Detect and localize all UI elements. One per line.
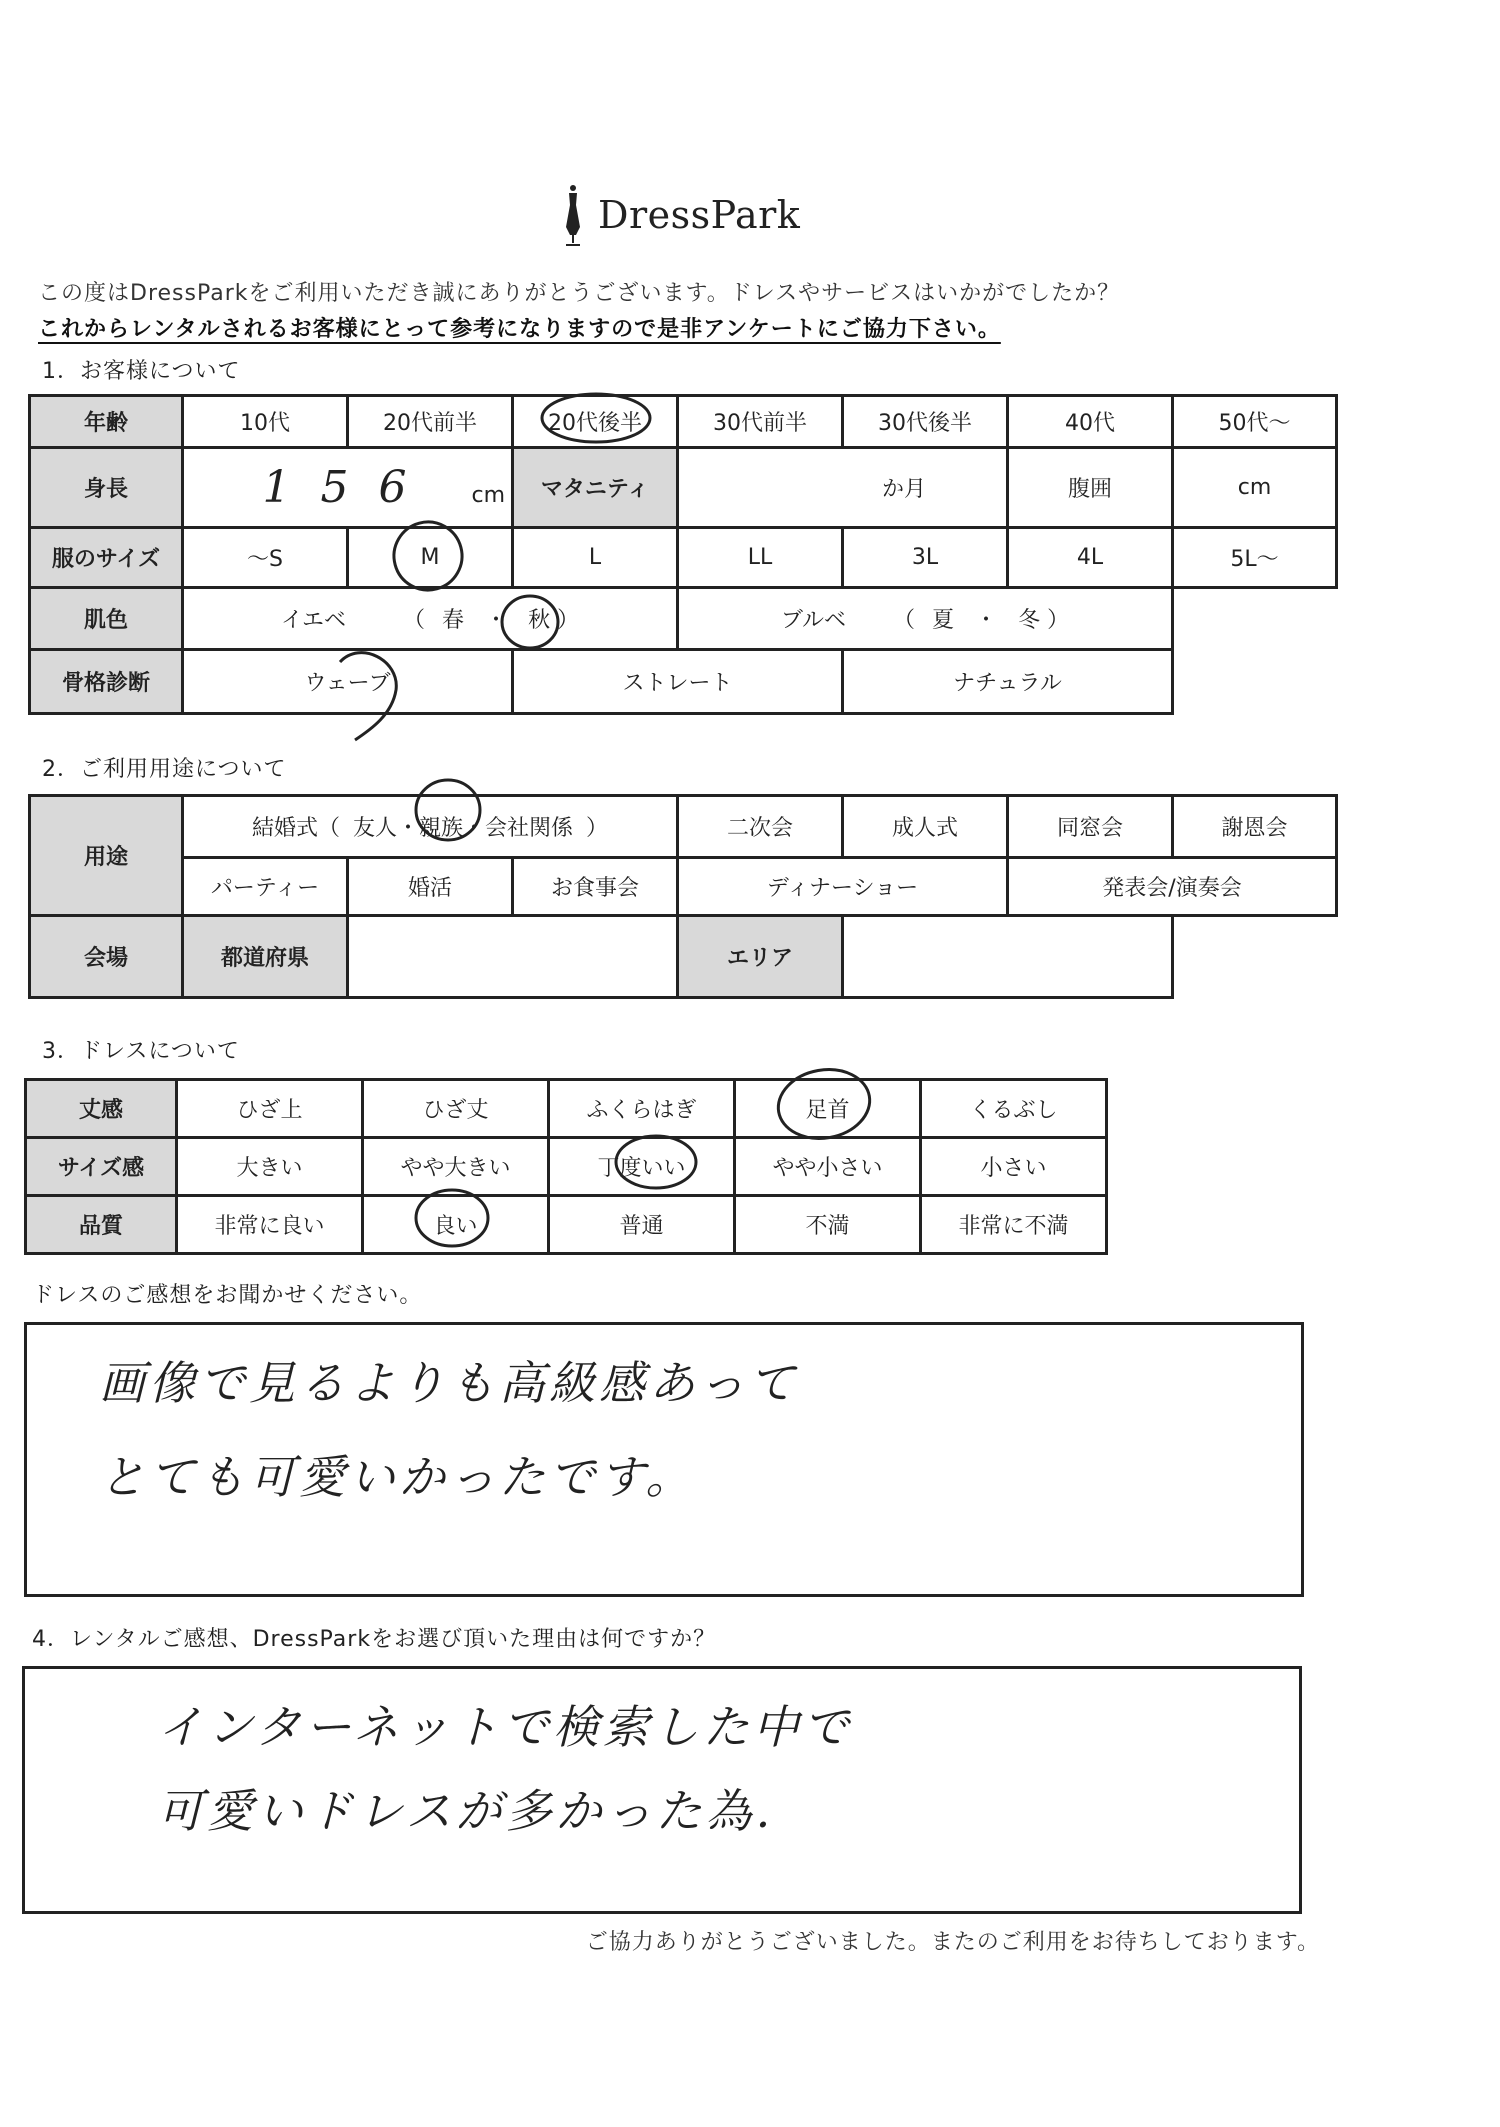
purpose-row-1 [30,796,1337,858]
length-option[interactable]: 足首 [735,1080,921,1138]
area-label: エリア [678,916,843,998]
footer-thanks: ご協力ありがとうございました。またのご利用をお待ちしております。 [585,1930,1320,1955]
area-field[interactable] [843,916,1173,998]
autumn-option[interactable]: 秋 [528,608,551,633]
purpose-option[interactable]: パーティー [183,858,348,916]
size-option[interactable]: L [513,528,678,588]
spring-option[interactable]: 春 [442,608,465,633]
waist-field[interactable] [1173,448,1337,528]
separator-dot: ・ [485,608,508,633]
months-unit: か月 [881,477,926,502]
frame-option[interactable]: ナチュラル [843,650,1173,714]
skin-row [30,588,1337,650]
age-label: 年齢 [30,396,183,448]
prefecture-field[interactable] [348,916,678,998]
length-option[interactable]: ひざ丈 [363,1080,549,1138]
intro-text: この度はDressParkをご利用いただき誠にありがとうございます。ドレスやサービスはいかがでしたか？ [38,281,1121,306]
purpose-option[interactable]: 謝恩会 [1173,796,1337,858]
separator-dot: ・ [396,816,419,841]
empty-cell [1173,916,1337,998]
length-row [26,1080,1107,1138]
blue-base-label: ブルベ [780,608,847,633]
impression-line: とても可愛いかったです。 [99,1450,696,1504]
maternity-months-field[interactable] [678,448,1008,528]
height-label: 身長 [30,448,183,528]
purpose-option[interactable]: 婚活 [348,858,513,916]
size-label: 服のサイズ [30,528,183,588]
quality-option[interactable]: 普通 [549,1196,735,1254]
frame-option[interactable]: ストレート [513,650,843,714]
wedding-suffix: ） [586,816,609,841]
paren-close: ） [557,608,580,633]
impression-prompt: ドレスのご感想をお聞かせください。 [32,1283,423,1308]
section1-title: 1．お客様について [42,359,241,384]
height-value: 156 [262,462,437,513]
company-option[interactable]: 会社関係 [485,816,574,841]
quality-option[interactable]: 非常に不満 [921,1196,1107,1254]
venue-row [30,916,1337,998]
fit-option[interactable]: 小さい [921,1138,1107,1196]
age-option[interactable]: 50代～ [1173,396,1337,448]
wedding-option[interactable] [183,796,678,858]
separator-dot: ・ [463,816,486,841]
purpose-option[interactable]: 同窓会 [1008,796,1173,858]
quality-option[interactable]: 非常に良い [177,1196,363,1254]
age-option[interactable]: 20代前半 [348,396,513,448]
fit-option[interactable]: 大きい [177,1138,363,1196]
reason-line: インターネットで検索した中で [157,1700,853,1754]
size-option[interactable]: LL [678,528,843,588]
section4-title: 4．レンタルご感想、DressParkをお選び頂いた理由は何ですか？ [32,1627,717,1652]
height-field[interactable] [183,448,513,528]
purpose-option[interactable]: 二次会 [678,796,843,858]
waist-label: 腹囲 [1008,448,1173,528]
yellow-base-label: イエベ [280,608,347,633]
frame-row [30,650,1337,714]
wedding-prefix: 結婚式（ [251,816,340,841]
quality-option[interactable]: 不満 [735,1196,921,1254]
separator-dot: ・ [975,608,998,633]
dress-icon [560,183,586,247]
age-option[interactable]: 30代後半 [843,396,1008,448]
reason-line: 可愛いドレスが多かった為. [157,1784,775,1838]
paren-open: （ [403,608,426,633]
skin-label: 肌色 [30,588,183,650]
size-option[interactable]: 5L～ [1173,528,1337,588]
frame-option[interactable]: ウェーブ [183,650,513,714]
brand-name: DressPark [598,193,801,237]
frame-label: 骨格診断 [30,650,183,714]
summer-option[interactable]: 夏 [932,608,955,633]
age-option[interactable]: 20代後半 [513,396,678,448]
venue-label: 会場 [30,916,183,998]
height-row [30,448,1337,528]
waist-unit: cm [1237,475,1272,500]
height-unit: cm [471,483,505,508]
purpose-option[interactable]: お食事会 [513,858,678,916]
size-option[interactable]: 4L [1008,528,1173,588]
friend-option[interactable]: 友人 [352,816,397,841]
customer-table [28,394,1338,715]
intro-request: これからレンタルされるお客様にとって参考になりますので是非アンケートにご協力下さい。 [38,317,1001,342]
purpose-option[interactable]: 成人式 [843,796,1008,858]
purpose-option[interactable]: ディナーショー [678,858,1008,916]
length-option[interactable]: ふくらはぎ [549,1080,735,1138]
purpose-label: 用途 [30,796,183,916]
quality-label: 品質 [26,1196,177,1254]
prefecture-label: 都道府県 [183,916,348,998]
maternity-label: マタニティ [513,448,678,528]
fit-option[interactable]: やや小さい [735,1138,921,1196]
quality-row [26,1196,1107,1254]
relative-option[interactable]: 親族 [418,816,463,841]
impression-textarea[interactable] [24,1322,1304,1597]
empty-cell [1173,588,1337,650]
quality-option[interactable]: 良い [363,1196,549,1254]
section3-title: 3．ドレスについて [42,1039,240,1064]
fit-option[interactable]: やや大きい [363,1138,549,1196]
usage-table [28,794,1338,999]
size-option[interactable]: M [348,528,513,588]
fit-option[interactable]: 丁度いい [549,1138,735,1196]
size-option[interactable]: ～S [183,528,348,588]
paren-close: ） [1047,608,1070,633]
blue-base-option[interactable] [678,588,1173,650]
section2-title: 2．ご利用用途について [42,757,287,782]
purpose-option[interactable]: 発表会/演奏会 [1008,858,1337,916]
length-label: 丈感 [26,1080,177,1138]
impression-line: 画像で見るよりも高級感あって [99,1356,799,1410]
fit-row [26,1138,1107,1196]
brand-logo [560,180,800,250]
winter-option[interactable]: 冬 [1018,608,1041,633]
paren-open: （ [893,608,916,633]
size-option[interactable]: 3L [843,528,1008,588]
yellow-base-option[interactable] [183,588,678,650]
reason-textarea[interactable] [22,1666,1302,1914]
age-option[interactable]: 30代前半 [678,396,843,448]
age-option[interactable]: 40代 [1008,396,1173,448]
age-option[interactable]: 10代 [183,396,348,448]
length-option[interactable]: ひざ上 [177,1080,363,1138]
purpose-row-2 [30,858,1337,916]
fit-label: サイズ感 [26,1138,177,1196]
dress-table [24,1078,1108,1255]
empty-cell [1173,650,1337,714]
age-row [30,396,1337,448]
length-option[interactable]: くるぶし [921,1080,1107,1138]
size-row [30,528,1337,588]
